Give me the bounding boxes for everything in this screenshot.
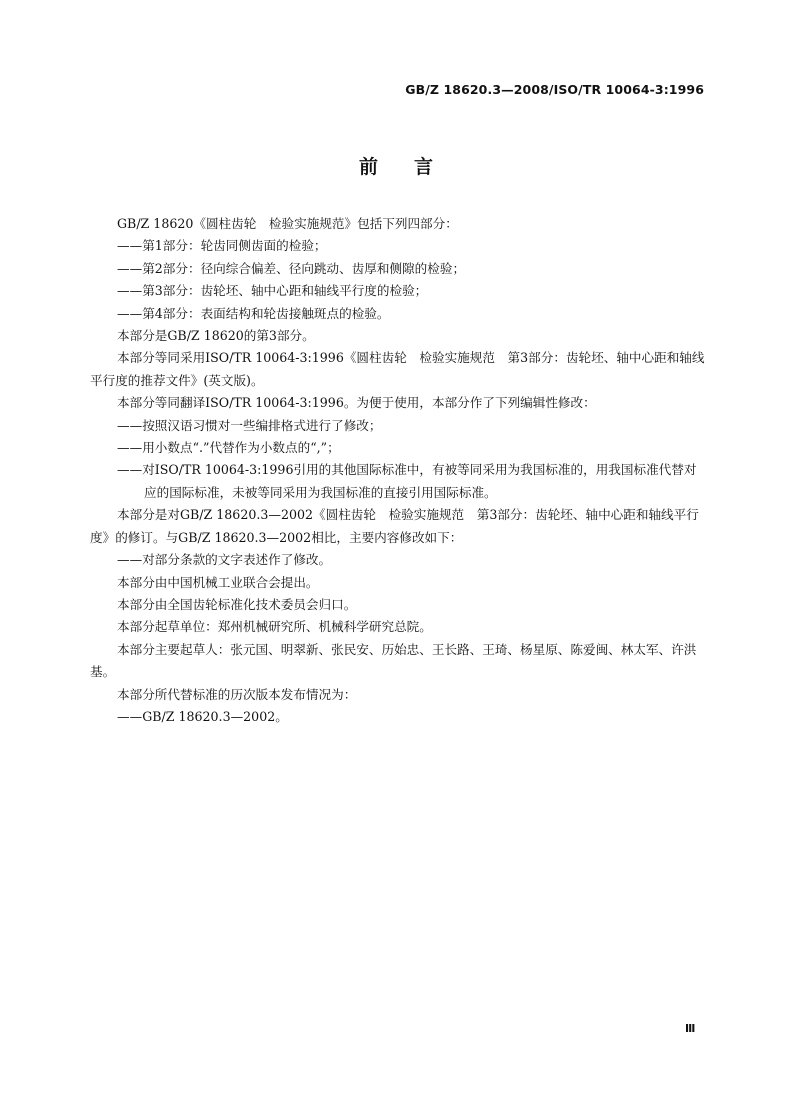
standard-number-header: GB/Z 18620.3—2008/ISO/TR 10064-3:1996 bbox=[405, 82, 704, 97]
paragraph-translation: 本部分等同翻译ISO/TR 10064-3:1996。为便于使用，本部分作了下列编辑性修改： bbox=[117, 395, 596, 411]
paragraph-adoption: 本部分等同采用ISO/TR 10064-3:1996《圆柱齿轮 检验实施规范 第3部分：齿轮坯、轴中心距和轴线平行度的推荐文件》(英文版)。 bbox=[90, 350, 705, 388]
list-item-edit-2: ——用小数点“.”代替作为小数点的“,”； bbox=[117, 440, 340, 456]
list-item-part-2: ——第2部分：径向综合偏差、径向跳动、齿厚和侧隙的检验； bbox=[117, 260, 466, 276]
page-title: 前言 bbox=[358, 156, 469, 178]
paragraph-proposed-by: 本部分由中国机械工业联合会提出。 bbox=[117, 574, 319, 590]
list-item-part-4: ——第4部分：表面结构和轮齿接触斑点的检验。 bbox=[117, 305, 390, 321]
paragraph-parts-intro: GB/Z 18620《圆柱齿轮 检验实施规范》包括下列四部分： bbox=[117, 216, 458, 231]
paragraph-centralized-by: 本部分由全国齿轮标准化技术委员会归口。 bbox=[117, 596, 357, 612]
paragraph-drafting-units: 本部分起草单位：郑州机械研究所、机械科学研究总院。 bbox=[117, 619, 432, 635]
list-item-previous-edition: ——GB/Z 18620.3—2002。 bbox=[117, 708, 288, 724]
page-number: Ⅲ bbox=[685, 1022, 696, 1035]
list-item-edit-1: ——按照汉语习惯对一些编排格式进行了修改； bbox=[117, 417, 382, 433]
foreword-body bbox=[90, 213, 707, 728]
paragraph-revision: 本部分是对GB/Z 18620.3—2002《圆柱齿轮 检验实施规范 第3部分：齿轮坯、轴中心距和轴线平行度》的修订。与GB/Z 18620.3—2002相比，主要内容修改如下： bbox=[90, 507, 699, 545]
list-item-part-3: ——第3部分：齿轮坯、轴中心距和轴线平行度的检验； bbox=[117, 283, 428, 299]
paragraph-drafters: 本部分主要起草人：张元国、明翠新、张民安、历始忠、王长路、王琦、杨星原、陈爱闽、林太军、许洪基。 bbox=[90, 641, 697, 680]
list-item-change-1: ——对部分条款的文字表述作了修改。 bbox=[117, 552, 332, 568]
list-item-edit-3: ——对ISO/TR 10064-3:1996引用的其他国际标准中，有被等同采用为我国标准的，用我国标准代替对应的国际标准，未被等同采用为我国标准的直接引用国际标准。 bbox=[117, 462, 697, 500]
paragraph-replaced-editions: 本部分所代替标准的历次版本发布情况为： bbox=[117, 686, 357, 702]
paragraph-this-part: 本部分是GB/Z 18620的第3部分。 bbox=[117, 328, 315, 344]
list-item-part-1: ——第1部分：轮齿同侧齿面的检验； bbox=[117, 238, 327, 254]
